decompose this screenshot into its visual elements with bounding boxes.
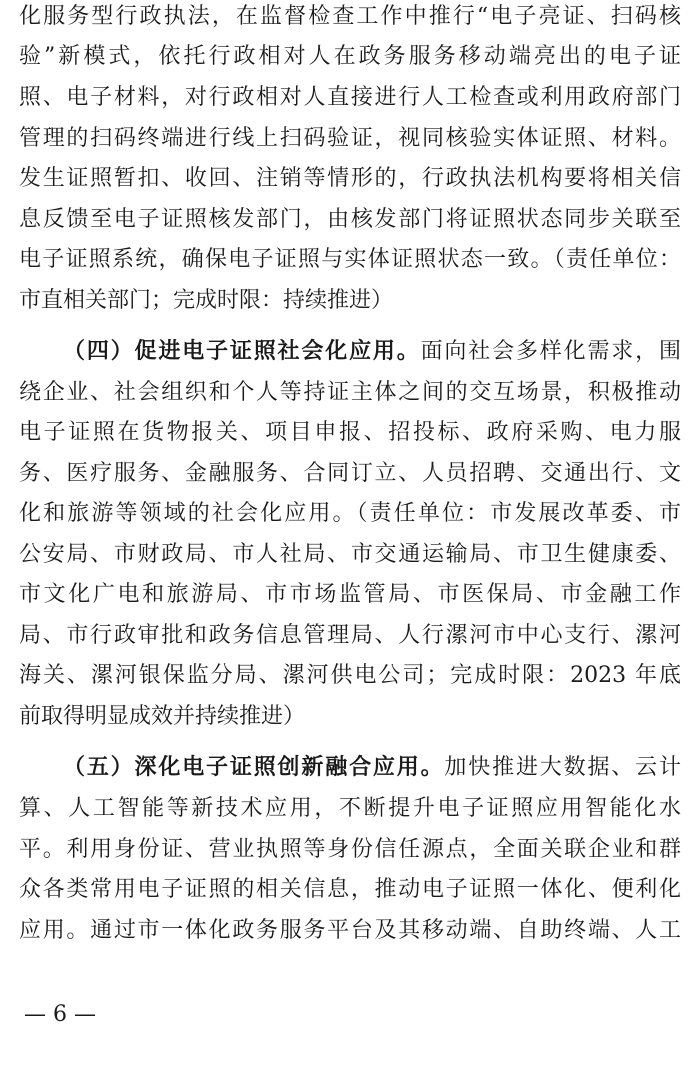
- paragraph-line: 电子证照系统，确保电子证照与实体证照状态一致。（责任单位：: [19, 247, 681, 272]
- paragraph-line: 市直相关部门；完成时限：持续推进）: [19, 288, 394, 313]
- paragraph-line: 众各类常用电子证照的相关信息，推动电子证照一体化、便利化: [19, 877, 681, 902]
- paragraph-line: 照、电子材料，对行政相对人直接进行人工检查或利用政府部门: [19, 85, 681, 110]
- section-4-heading: （四）促进电子证照社会化应用。: [63, 339, 421, 364]
- section-5-first-line: [63, 753, 681, 783]
- page-number: — 6 —: [24, 1002, 96, 1027]
- paragraph-line: 算、人工智能等新技术应用，不断提升电子证照应用智能化水: [19, 796, 681, 821]
- paragraph-line: 化和旅游等领域的社会化应用。（责任单位：市发展改革委、市: [19, 501, 681, 526]
- paragraph-line: 电子证照在货物报关、项目申报、招投标、政府采购、电力服: [19, 420, 681, 445]
- paragraph-line: 海关、漯河银保监分局、漯河供电公司；完成时限：2023 年底: [19, 663, 681, 688]
- paragraph-line: 公安局、市财政局、市人社局、市交通运输局、市卫生健康委、: [19, 542, 681, 567]
- paragraph-line: 市文化广电和旅游局、市市场监管局、市医保局、市金融工作: [19, 582, 681, 607]
- section-4-first-line: [63, 337, 681, 367]
- paragraph-line: 息反馈至电子证照核发部门，由核发部门将证照状态同步关联至: [19, 207, 681, 232]
- paragraph-line: 平。利用身份证、营业执照等身份信任源点，全面关联企业和群: [19, 837, 681, 862]
- section-5-heading: （五）深化电子证照创新融合应用。: [63, 755, 445, 780]
- paragraph-line: 绕企业、社会组织和个人等持证主体之间的交互场景，积极推动: [19, 380, 681, 405]
- paragraph-line: 应用。通过市一体化政务服务平台及其移动端、自助终端、人工: [19, 918, 681, 943]
- paragraph-line: 务、医疗服务、金融服务、合同订立、人员招聘、交通出行、文: [19, 461, 681, 486]
- paragraph-line: 管理的扫码终端进行线上扫码验证，视同核验实体证照、材料。: [19, 126, 681, 151]
- paragraph-line: 局、市行政审批和政务信息管理局、人行漯河市中心支行、漯河: [19, 623, 681, 648]
- paragraph-line: 发生证照暂扣、收回、注销等情形的，行政执法机构要将相关信: [19, 166, 681, 191]
- section-4-first-line-text: 面向社会多样化需求，围: [420, 339, 681, 364]
- paragraph-line: 化服务型行政执法，在监督检查工作中推行“电子亮证、扫码核: [19, 4, 681, 29]
- section-5-first-line-text: 加快推进大数据、云计: [444, 755, 681, 780]
- paragraph-line: 前取得明显成效并持续推进）: [19, 704, 306, 729]
- paragraph-line: 验”新模式，依托行政相对人在政务服务移动端亮出的电子证: [19, 44, 681, 69]
